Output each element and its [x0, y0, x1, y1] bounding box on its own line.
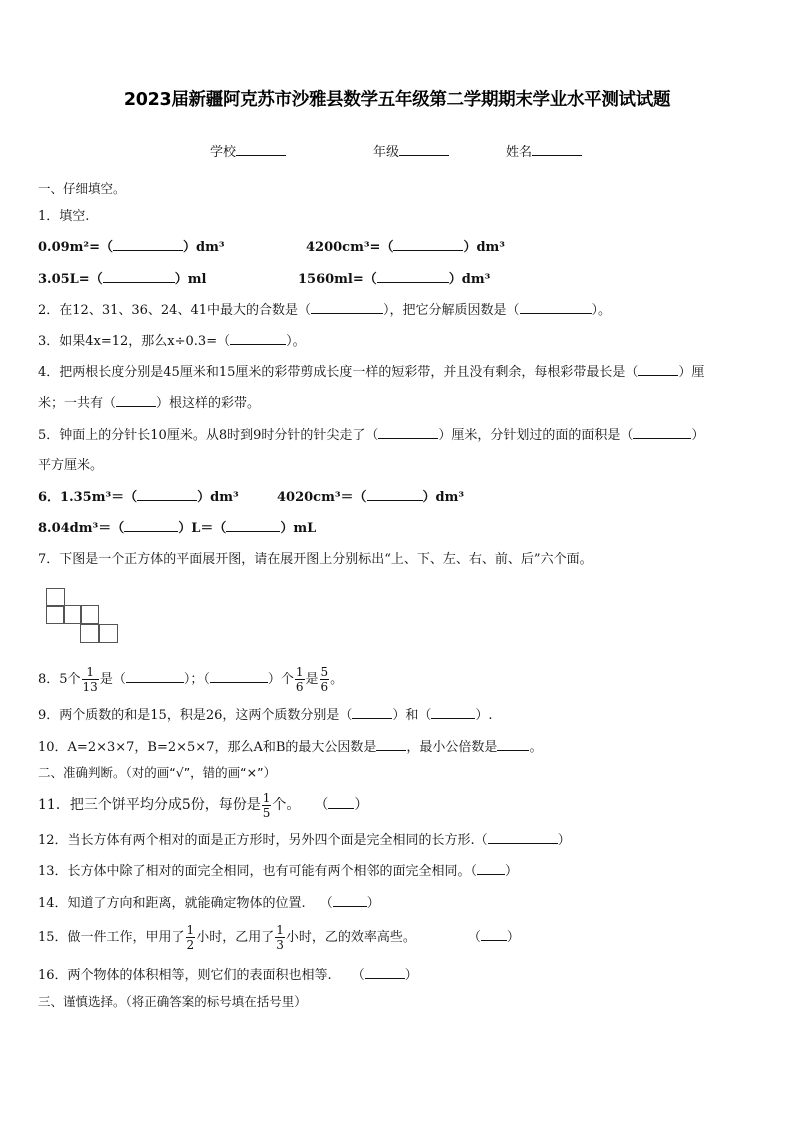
question-16: 16．两个物体的体积相等，则它们的表面积也相等. （ ） — [38, 968, 418, 983]
answer-blank[interactable] — [226, 520, 280, 532]
answer-blank[interactable] — [377, 271, 449, 283]
answer-blank[interactable] — [210, 671, 268, 683]
q1-label: 1．填空. — [38, 209, 90, 224]
answer-blank[interactable] — [230, 333, 286, 345]
question-15: 15．做一件工作，甲用了 $\frac{1}{2}$ 小时，乙用了 $\frac{1}{3}$ 小时，乙的效率高些。 （ ） — [38, 923, 520, 952]
answer-blank[interactable] — [520, 302, 592, 314]
q1-row-a: 0.09m²=（ ）dm³ — [38, 240, 225, 255]
fraction: $\frac{1}{6}$ — [295, 665, 304, 694]
fraction: $\frac{5}{6}$ — [320, 665, 329, 694]
question-5-line-1: 5．钟面上的分针长10厘米。从8时到9时分针的针尖走了（ ）厘米，分针划过的面的面积是（ ） — [38, 428, 705, 443]
question-4-line-1: 4．把两根长度分别是45厘米和15厘米的彩带剪成长度一样的短彩带，并且没有剩余，每根彩带最长是（ ）厘 — [38, 365, 705, 380]
name-field[interactable] — [506, 141, 582, 160]
question-2: 2．在12、31、36、24、41中最大的合数是（ ），把它分解质因数是（ ）。 — [38, 303, 612, 318]
q1-row-d: 1560ml=（ ）dm³ — [298, 272, 491, 287]
answer-blank[interactable] — [137, 489, 197, 501]
section-1-heading: 一、仔细填空。 — [38, 181, 126, 196]
cube-face[interactable] — [99, 624, 118, 643]
fraction: $\frac{1}{5}$ — [262, 790, 271, 820]
question-7: 7．下图是一个正方体的平面展开图，请在展开图上分别标出“上、下、左、右、前、后”六个面。 — [38, 552, 593, 567]
q6-row-a: 6．1.35m³＝（ ）dm³ — [38, 490, 239, 505]
answer-blank[interactable] — [367, 489, 423, 501]
answer-blank[interactable] — [638, 364, 678, 376]
page-title: 2023届新疆阿克苏市沙雅县数学五年级第二学期期末学业水平测试试题 — [123, 90, 671, 110]
grade-blank[interactable] — [399, 154, 449, 156]
answer-blank[interactable] — [328, 797, 354, 809]
answer-blank[interactable] — [497, 739, 529, 751]
question-12: 12．当长方体有两个相对的面是正方形时，另外四个面是完全相同的长方形.（ ） — [38, 833, 571, 848]
answer-blank[interactable] — [378, 427, 438, 439]
question-4-line-2: 米；一共有（ ）根这样的彩带。 — [38, 396, 261, 411]
answer-blank[interactable] — [488, 832, 558, 844]
question-11: 11．把三个饼平均分成5份，每份是 $\frac{1}{5}$ 个。 （ ） — [38, 790, 369, 820]
fraction: $\frac{1}{13}$ — [82, 665, 98, 694]
answer-blank[interactable] — [393, 239, 463, 251]
q6-row-b: 4020cm³＝（ ）dm³ — [277, 490, 465, 505]
q6-row-c: 8.04dm³＝（ ）L＝（ ）mL — [38, 521, 317, 536]
answer-blank[interactable] — [481, 929, 507, 941]
question-3: 3．如果4x=12，那么x÷0.3=（ ）。 — [38, 334, 306, 349]
answer-blank[interactable] — [116, 395, 156, 407]
grade-field[interactable] — [373, 141, 449, 160]
q1-row-b: 4200cm³=（ ）dm³ — [306, 240, 505, 255]
question-13: 13．长方体中除了相对的面完全相同，也有可能有两个相邻的面完全相同。（ ） — [38, 864, 519, 879]
q1-row-c: 3.05L=（ ）ml — [38, 272, 207, 287]
answer-blank[interactable] — [376, 739, 406, 751]
cube-face[interactable] — [80, 624, 99, 643]
school-blank[interactable] — [236, 154, 286, 156]
question-8: 8．5个 $\frac{1}{13}$ 是（ ）；（ ）个 $\frac{1}{6}$ 是 $\frac{5}{6}$ 。 — [38, 665, 344, 694]
answer-blank[interactable] — [311, 302, 383, 314]
answer-blank[interactable] — [477, 863, 505, 875]
answer-blank[interactable] — [365, 967, 405, 979]
answer-blank[interactable] — [431, 707, 475, 719]
section-3-heading: 三、谨慎选择。（将正确答案的标号填在括号里） — [38, 994, 307, 1009]
answer-blank[interactable] — [333, 895, 367, 907]
question-10: 10．A=2×3×7，B=2×5×7，那么A和B的最大公因数是 ，最小公倍数是 。 — [38, 740, 543, 755]
answer-blank[interactable] — [352, 707, 392, 719]
cube-net-diagram — [42, 584, 132, 646]
fraction: $\frac{1}{2}$ — [186, 923, 195, 952]
answer-blank[interactable] — [103, 271, 175, 283]
fraction: $\frac{1}{3}$ — [276, 923, 284, 952]
name-blank[interactable] — [532, 154, 582, 156]
answer-blank[interactable] — [633, 427, 691, 439]
answer-blank[interactable] — [124, 520, 178, 532]
answer-blank[interactable] — [113, 239, 183, 251]
cube-face[interactable] — [80, 605, 99, 624]
answer-blank[interactable] — [126, 671, 184, 683]
school-label: 学校 — [210, 145, 237, 160]
question-5-line-2: 平方厘米。 — [38, 458, 104, 473]
grade-label: 年级 — [373, 145, 400, 160]
section-2-heading: 二、准确判断。（对的画“√”，错的画“×”） — [38, 765, 277, 780]
name-label: 姓名 — [506, 145, 533, 160]
school-field[interactable] — [210, 141, 286, 160]
question-14: 14．知道了方向和距离，就能确定物体的位置. （ ） — [38, 896, 380, 911]
question-9: 9．两个质数的和是15，积是26，这两个质数分别是（ ）和（ ）. — [38, 708, 493, 723]
